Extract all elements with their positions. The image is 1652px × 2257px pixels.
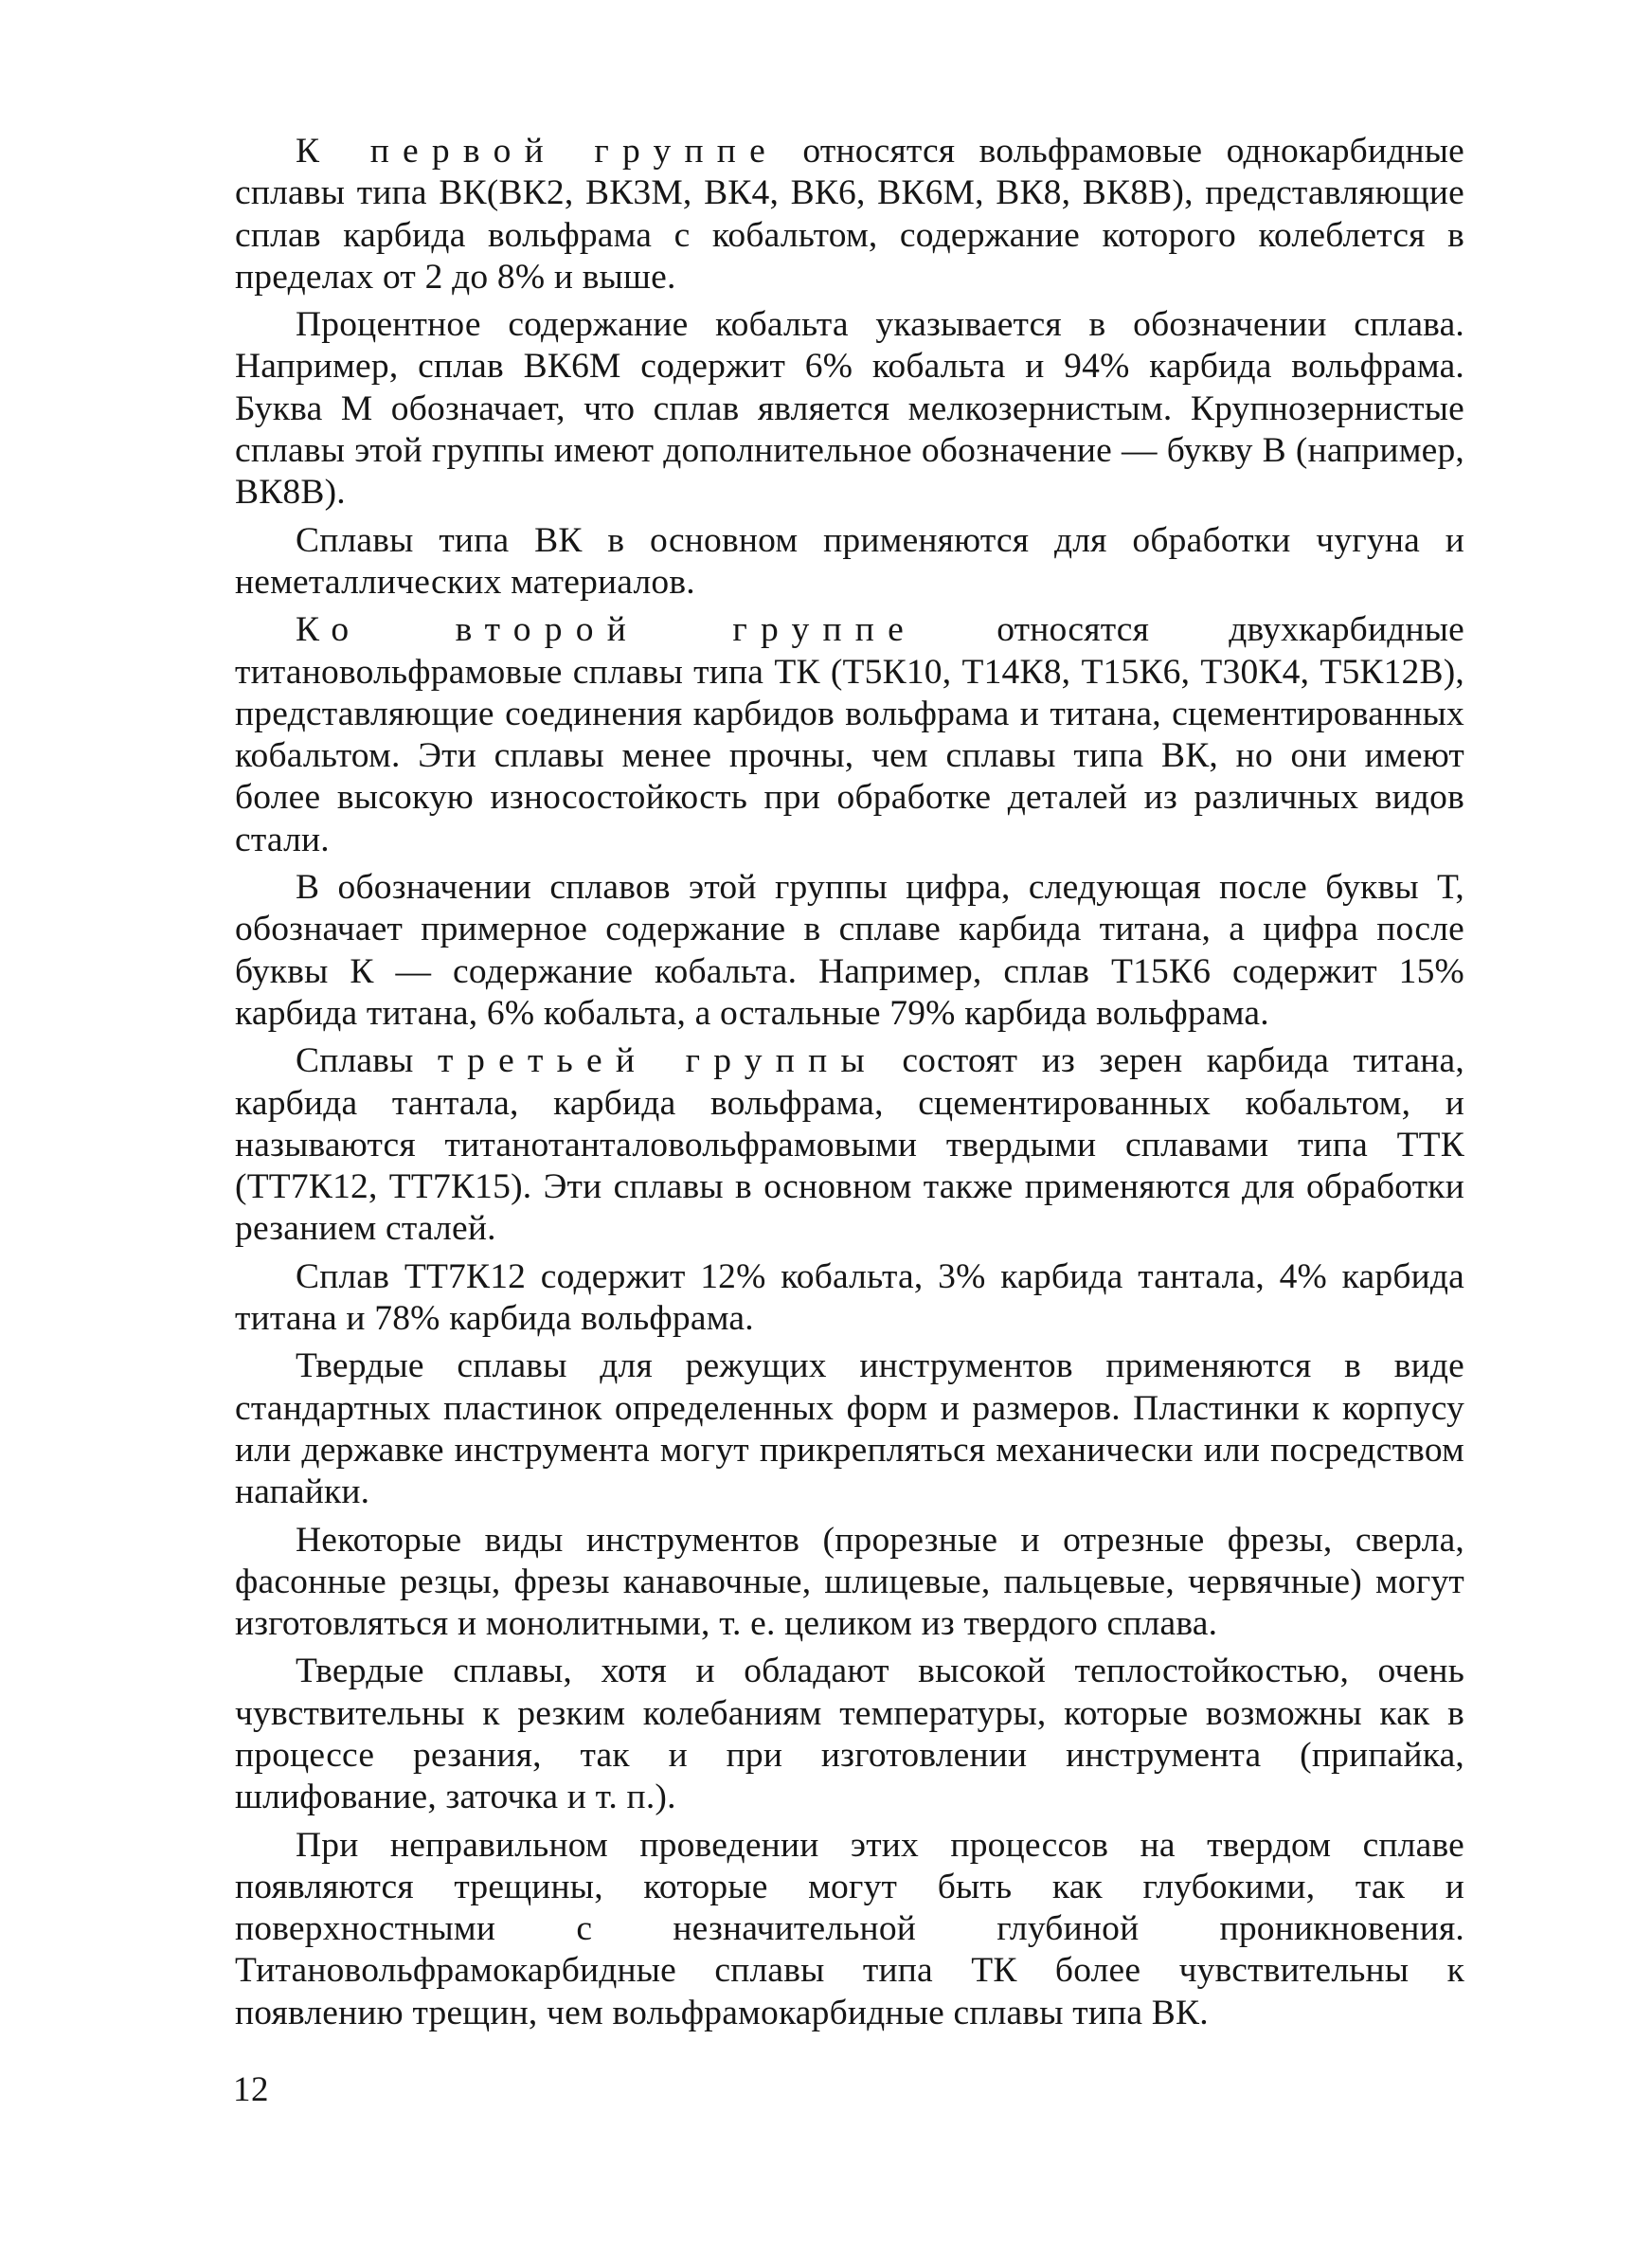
paragraph-tk-designation [235,867,1464,1035]
paragraph-text: В обозначении сплавов этой группы цифра, следующая после буквы Т, обозначает примерное содержание в сплаве карбида титана, а цифра после буквы К — содержание кобальта. Например, сплав Т15К6 содержит 15% карбида титана, 6% кобальта, а остальные 79% карбида вольфрама. [235,868,1464,1033]
paragraph-vk-usage [235,520,1464,605]
paragraph-text: Процентное содержание кобальта указывается в обозначении сплава. Например, сплав ВК6М содержит 6% кобальта и 94% карбида вольфрама. Буква М обозначает, что сплав является мелкозернистым. Крупнозернистые сплавы этой группы имеют дополнительное обозначение — букву В (например, ВК8В). [235,305,1464,513]
paragraph-text: Сплавы типа ВК в основном применяются для обработки чугуна и неметаллических материалов. [235,520,1464,602]
paragraph-second-group [235,609,1464,861]
paragraph-text: Твердые сплавы, хотя и обладают высокой теплостойкостью, очень чувствительны к резким колебаниям температуры, которые возможны как в процессе резания, так и при изготовлении инструмента (припайка, шлифование, заточка и т. п.). [235,1652,1464,1817]
paragraph-plates [235,1345,1464,1513]
paragraph-monolithic-tools [235,1520,1464,1646]
paragraph-text: состоят из зерен карбида титана, карбида тантала, карбида вольфрама, сцементированных кобальтом, и называются титанотанталовольфрамовыми твердыми сплавами типа ТТК (ТТ7К12, ТТ7К15). Эти сплавы в основном также применяются для обработки резанием сталей. [235,1041,1464,1249]
paragraph-text: относятся двухкарбидные титановольфрамовые сплавы типа ТК (Т5К10, Т14К8, Т15К6, Т30К4, Т5К12В), представляющие соединения карбидов вольфрама и титана, сцементированных кобальтом. Эти сплавы менее прочны, чем сплавы типа ВК, но они имеют более высокую износостойкость при обработке деталей из различных видов стали. [235,610,1464,859]
paragraph-text-pre: Сплавы [296,1041,438,1081]
paragraph-text: Некоторые виды инструментов (прорезные и отрезные фрезы, сверла, фасонные резцы, фрезы канавочные, шлицевые, пальцевые, червячные) могут изготовляться и монолитными, т. е. целиком из твердого сплава. [235,1520,1464,1644]
paragraph-tt7k12 [235,1256,1464,1341]
paragraph-text: При неправильном проведении этих процессов на твердом сплаве появляются трещины, которые могут быть как глубокими, так и поверхностными с незначительной глубиной проникновения. Титановольфрамокарбидные сплавы типа ТК более чувствительны к появлению трещин, чем вольфрамокарбидные сплавы типа ВК. [235,1825,1464,2032]
paragraph-thermal-sensitivity [235,1651,1464,1818]
emphasis-third-group: третьей группы [437,1041,878,1081]
paragraph-text: относятся вольфрамовые однокарбидные сплавы типа ВК(ВК2, ВК3М, ВК4, ВК6, ВК6М, ВК8, ВК8В), представляющие сплав карбида вольфрама с кобальтом, содержание которого колеблется в пределах от 2 до 8% и выше. [235,132,1464,297]
page-body [235,131,1464,2040]
paragraph-first-group [235,131,1464,298]
emphasis-first-group: К первой группе [296,132,780,171]
paragraph-text: Сплав ТТ7К12 содержит 12% кобальта, 3% карбида тантала, 4% карбида титана и 78% карбида вольфрама. [235,1256,1464,1339]
page-number: 12 [233,2070,269,2109]
paragraph-cracks [235,1825,1464,2034]
paragraph-cobalt-content [235,304,1464,514]
emphasis-second-group: Ко второй группе [296,610,918,650]
paragraph-third-group [235,1040,1464,1250]
paragraph-text: Твердые сплавы для режущих инструментов применяются в виде стандартных пластинок определенных форм и размеров. Пластинки к корпусу или державке инструмента могут прикрепляться механически или посредством напайки. [235,1346,1464,1512]
